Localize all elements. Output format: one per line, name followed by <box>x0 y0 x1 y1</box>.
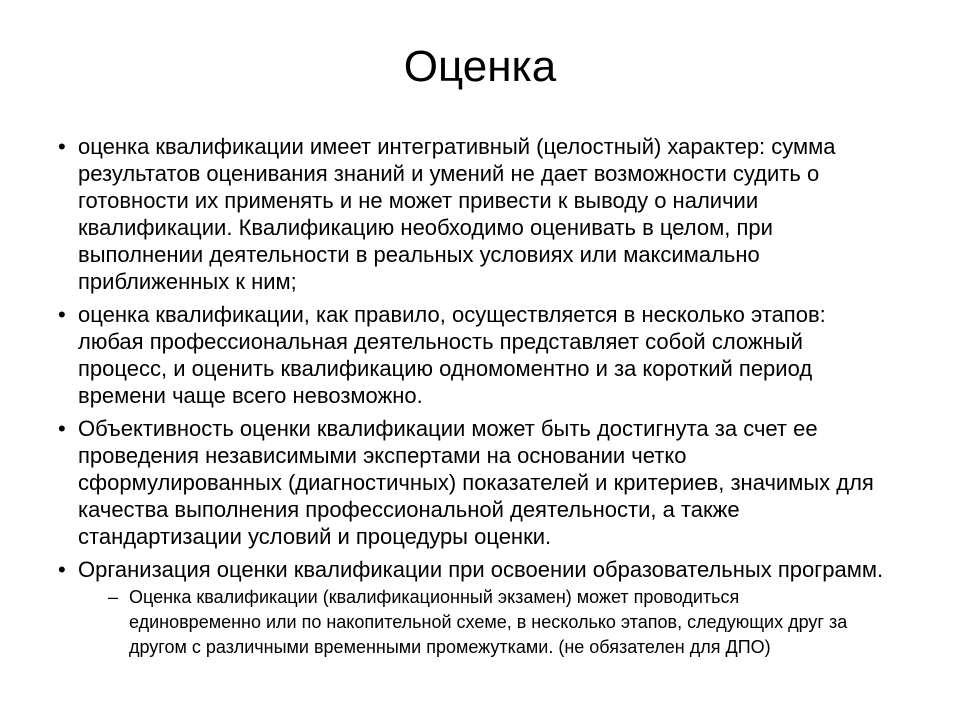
bullet-line: качества выполнения профессиональной деятельности, а также <box>78 497 740 522</box>
sub-bullet-marker: – <box>108 587 119 607</box>
bullet-item-1 <box>48 133 908 295</box>
bullet-item-4 <box>48 556 908 660</box>
slide-title: Оценка <box>403 42 557 91</box>
bullet-marker: • <box>58 416 66 441</box>
sub-bullet-line: единовременно или по накопительной схеме, в несколько этапов, следующих друг за <box>129 612 848 632</box>
bullet-line: результатов оценивания знаний и умений не дает возможности судить о <box>78 161 820 186</box>
bullet-line: Организация оценки квалификации при освоении образовательных программ. <box>78 557 884 582</box>
bullet-item-3 <box>48 415 908 550</box>
bullet-item-2 <box>48 301 908 409</box>
bullet-list <box>48 133 908 666</box>
bullet-line: квалификации. Квалификацию необходимо оценивать в целом, при <box>78 215 773 240</box>
bullet-line: оценка квалификации, как правило, осуществляется в несколько этапов: <box>78 302 826 327</box>
bullet-line: сформулированных (диагностичных) показателей и критериев, значимых для <box>78 470 874 495</box>
sub-bullet-line: Оценка квалификации (квалификационный экзамен) может проводиться <box>129 587 740 607</box>
bullet-line: любая профессиональная деятельность представляет собой сложный <box>78 329 803 354</box>
bullet-line: приближенных к ним; <box>78 269 297 294</box>
sub-bullet-line: другом с различными временными промежутками. (не обязателен для ДПО) <box>129 637 771 657</box>
bullet-line: проведения независимыми экспертами на основании четко <box>78 443 687 468</box>
bullet-line: стандартизации условий и процедуры оценки. <box>78 524 552 549</box>
bullet-line: готовности их применять и не может привести к выводу о наличии <box>78 188 759 213</box>
bullet-marker: • <box>58 134 66 159</box>
bullet-marker: • <box>58 302 66 327</box>
bullet-line: процесс, и оценить квалификацию одномоментно и за короткий период <box>78 356 813 381</box>
bullet-line: времени чаще всего невозможно. <box>78 383 423 408</box>
bullet-marker: • <box>58 557 66 582</box>
bullet-line: оценка квалификации имеет интегративный (целостный) характер: сумма <box>78 134 836 159</box>
sub-bullet-item <box>78 585 908 660</box>
bullet-line: Объективность оценки квалификации может быть достигнута за счет ее <box>78 416 818 441</box>
bullet-line: выполнении деятельности в реальных условиях или максимально <box>78 242 760 267</box>
